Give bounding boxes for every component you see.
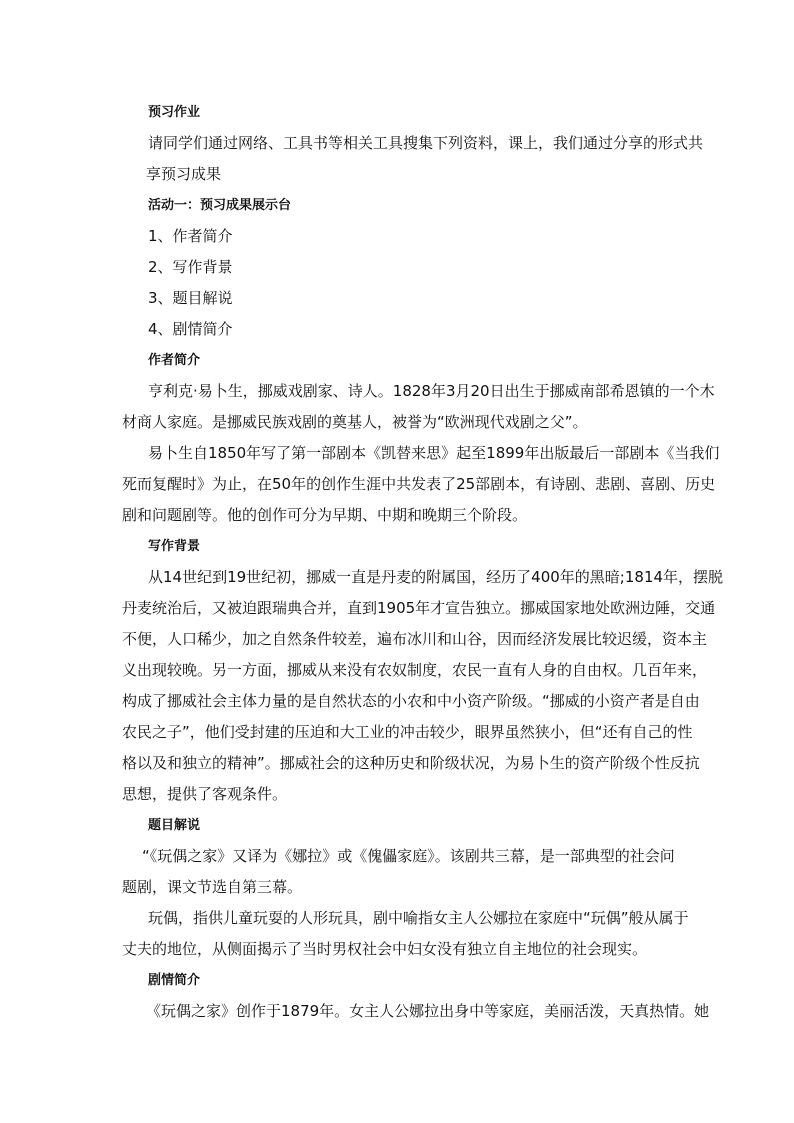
section-heading: 预习作业 (148, 105, 201, 120)
paragraph-line: 思想，提供了客观条件。 (122, 785, 288, 803)
paragraph-line: 从14世纪到19世纪初，挪威一直是丹麦的附属国，经历了400年的黑暗;1814年，摆脱 (148, 568, 724, 586)
paragraph-line: 题剧，课文节选自第三幕。 (122, 878, 303, 896)
section-heading: 剧情简介 (148, 973, 201, 988)
paragraph-line: 构成了挪威社会主体力量的是自然状态的小农和中小资产阶级。“挪威的小资产者是自由 (122, 692, 700, 710)
paragraph-line: 玩偶，指供儿童玩耍的人形玩具，剧中喻指女主人公娜拉在家庭中“玩偶”般从属于 (148, 909, 689, 927)
paragraph-line: 享预习成果 (146, 165, 222, 183)
document-body (122, 97, 724, 1027)
list-item: 1、作者简介 (148, 227, 233, 245)
paragraph-line: “《玩偶之家》又译为《娜拉》或《傀儡家庭》。该剧共三幕，是一部典型的社会问 (142, 847, 675, 865)
list-item: 2、写作背景 (148, 258, 233, 276)
paragraph-line: 农民之子”，他们受封建的压迫和大工业的冲击较少，眼界虽然狭小，但“还有自己的性 (122, 723, 693, 741)
section-heading: 作者简介 (148, 353, 201, 368)
paragraph-line: 丈夫的地位，从侧面揭示了当时男权社会中妇女没有独立自主地位的社会现实。 (122, 940, 648, 958)
paragraph-line: 死而复醒时》为止，在50年的创作生涯中共发表了25部剧本，有诗剧、悲剧、喜剧、历史 (122, 475, 716, 493)
paragraph-line: 请同学们通过网络、工具书等相关工具搜集下列资料，课上，我们通过分享的形式共 (148, 134, 704, 152)
list-item: 3、题目解说 (148, 289, 233, 307)
paragraph-line: 材商人家庭。是挪威民族戏剧的奠基人，被誉为“欧洲现代戏剧之父”。 (122, 413, 588, 431)
list-item: 4、剧情简介 (148, 320, 233, 338)
paragraph-line: 剧和问题剧等。他的创作可分为早期、中期和晚期三个阶段。 (122, 506, 528, 524)
paragraph-line: 亨利克·易卜生，挪威戏剧家、诗人。1828年3月20日出生于挪威南部希恩镇的一个木 (148, 382, 715, 400)
section-heading: 活动一：预习成果展示台 (148, 198, 292, 213)
section-heading: 题目解说 (148, 818, 201, 833)
paragraph-line: 易卜生自1850年写了第一部剧本《凯替来思》起至1899年出版最后一部剧本《当我们 (148, 444, 720, 462)
paragraph-line: 《玩偶之家》创作于1879年。女主人公娜拉出身中等家庭，美丽活泼，天真热情。她 (146, 1002, 710, 1020)
paragraph-line: 格以及和独立的精神”。挪威社会的这种历史和阶级状况，为易卜生的资产阶级个性反抗 (122, 754, 700, 772)
paragraph-line: 不便，人口稀少，加之自然条件较差，遍布冰川和山谷，因而经济发展比较迟缓，资本主 (122, 630, 708, 648)
paragraph-line: 丹麦统治后，又被迫跟瑞典合并，直到1905年才宣告独立。挪威国家地处欧洲边陲，交通 (122, 599, 716, 617)
paragraph-line: 义出现较晚。另一方面，挪威从来没有农奴制度，农民一直有人身的自由权。几百年来， (122, 661, 708, 679)
section-heading: 写作背景 (148, 539, 201, 554)
